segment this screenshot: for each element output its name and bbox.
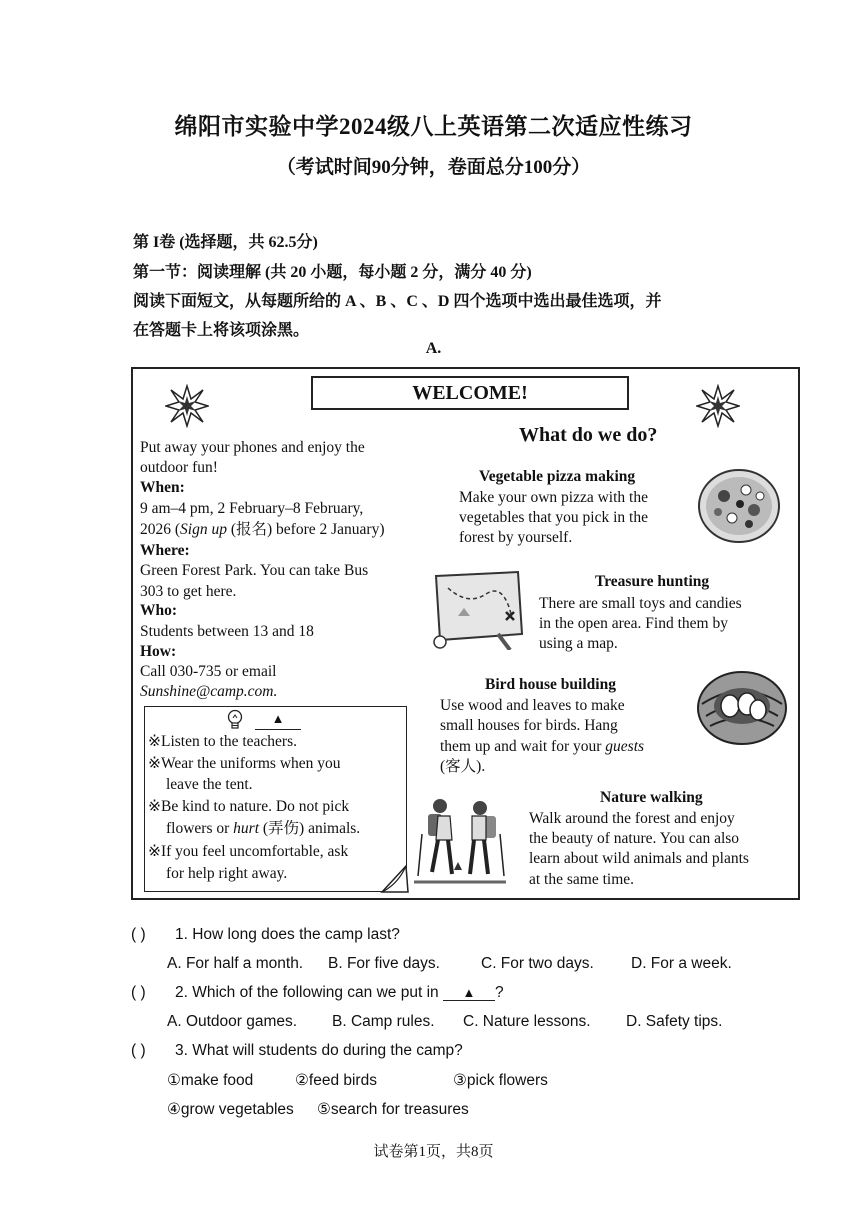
activity-line: vegetables that you pick in the <box>459 509 648 526</box>
rule-text: flowers or <box>166 820 234 837</box>
activity-line: Walk around the forest and enjoy <box>529 810 735 827</box>
rule-line: ※Listen to the teachers. <box>148 733 297 750</box>
when-text: (报名) before 2 January) <box>226 521 385 538</box>
where-line-2: 303 to get here. <box>140 583 237 600</box>
option-b[interactable]: B. For five days. <box>328 955 440 972</box>
who-label: Who: <box>140 602 178 619</box>
choice-item: ②feed birds <box>295 1072 377 1089</box>
hikers-illustration <box>410 794 510 888</box>
activity-line: learn about wild animals and plants <box>529 850 749 867</box>
page-curl-icon <box>380 862 410 894</box>
blank-triangle: ▲ <box>255 709 301 730</box>
option-b[interactable]: B. Camp rules. <box>332 1013 435 1030</box>
activity-title: Bird house building <box>485 676 616 693</box>
note-header <box>226 709 306 731</box>
page-title: 绵阳市实验中学2024级八上英语第二次适应性练习 <box>174 114 693 139</box>
choice-item: ①make food <box>167 1072 254 1089</box>
option-c[interactable]: C. Nature lessons. <box>463 1013 591 1030</box>
lightbulb-icon <box>226 709 244 731</box>
activity-line: (客人). <box>440 758 486 775</box>
question-stem: 3. What will students do during the camp? <box>175 1042 463 1059</box>
when-line-1: 9 am–4 pm, 2 February–8 February, <box>140 500 364 517</box>
activity-line: in the open area. Find them by <box>539 615 728 632</box>
how-line-1: Call 030-735 or email <box>140 663 277 680</box>
activity-line: using a map. <box>539 635 618 652</box>
activity-line: forest by yourself. <box>459 529 573 546</box>
bird-nest-illustration <box>692 658 792 750</box>
activity-line: Make your own pizza with the <box>459 489 648 506</box>
signup-term: Sign up <box>180 521 227 538</box>
hurt-term: hurt <box>233 820 259 837</box>
intro-line-1: Put away your phones and enjoy the <box>140 439 365 456</box>
email-address: Sunshine@camp.com. <box>140 683 278 700</box>
instruction-line-2: 在答题卡上将该项涂黑。 <box>133 322 310 339</box>
section-heading: 第一节：阅读理解 (共 20 小题，每小题 2 分，满分 40 分) <box>133 264 532 281</box>
welcome-banner: WELCOME! <box>311 376 629 410</box>
activities-heading: What do we do? <box>519 424 658 446</box>
option-a[interactable]: A. For half a month. <box>167 955 304 972</box>
page-subtitle: （考试时间90分钟，卷面总分100分） <box>276 157 591 178</box>
where-label: Where: <box>140 542 190 559</box>
when-label: When: <box>140 479 185 496</box>
activity-line: the beauty of nature. You can also <box>529 830 740 847</box>
page-footer: 试卷第1页，共8页 <box>373 1144 494 1160</box>
question-stem: 1. How long does the camp last? <box>175 926 400 943</box>
rule-line: ※Wear the uniforms when you <box>148 755 341 772</box>
rule-line <box>166 818 360 839</box>
instruction-line-1: 阅读下面短文，从每题所给的 A 、B 、C 、D 四个选项中选出最佳选项，并 <box>133 293 662 310</box>
option-a[interactable]: A. Outdoor games. <box>167 1013 298 1030</box>
activity-line: There are small toys and candies <box>539 595 742 612</box>
stem-end: ? <box>494 984 504 1001</box>
activity-text: them up and wait for your <box>440 738 606 755</box>
blank-triangle: ▲ <box>443 985 495 1001</box>
answer-bracket[interactable]: ( ) <box>131 926 146 943</box>
how-line-2 <box>140 682 277 702</box>
activity-title: Nature walking <box>600 789 703 806</box>
option-c[interactable]: C. For two days. <box>481 955 594 972</box>
starburst-icon <box>165 384 209 428</box>
stem-text: 2. Which of the following can we put in <box>175 984 439 1001</box>
activity-line: small houses for birds. Hang <box>440 717 618 734</box>
choice-item: ⑤search for treasures <box>317 1101 469 1118</box>
activity-line <box>440 737 644 757</box>
treasure-map-illustration <box>428 566 530 650</box>
passage-label: A. <box>425 340 442 357</box>
where-line-1: Green Forest Park. You can take Bus <box>140 562 369 579</box>
rule-line: leave the tent. <box>166 776 253 793</box>
rule-text: (弄伤) animals. <box>259 820 361 837</box>
choice-item: ③pick flowers <box>453 1072 548 1089</box>
guests-term: guests <box>605 738 645 755</box>
option-d[interactable]: D. Safety tips. <box>626 1013 723 1030</box>
activity-title: Vegetable pizza making <box>479 468 636 485</box>
rule-line: ※Be kind to nature. Do not pick <box>148 798 350 815</box>
who-line-1: Students between 13 and 18 <box>140 623 314 640</box>
how-label: How: <box>140 643 177 660</box>
rule-line: ※If you feel uncomfortable, ask <box>148 843 349 860</box>
part-heading: 第 I卷 (选择题，共 62.5分) <box>133 234 318 251</box>
answer-bracket[interactable]: ( ) <box>131 1042 146 1059</box>
activity-line: at the same time. <box>529 871 635 888</box>
when-line-2 <box>140 520 385 540</box>
intro-line-2: outdoor fun! <box>140 459 218 476</box>
activity-line: Use wood and leaves to make <box>440 697 625 714</box>
starburst-icon <box>696 384 740 428</box>
when-text: 2026 ( <box>140 521 181 538</box>
question-stem <box>175 984 504 1002</box>
option-d[interactable]: D. For a week. <box>631 955 732 972</box>
activity-title: Treasure hunting <box>595 573 710 590</box>
rule-line: for help right away. <box>166 865 288 882</box>
choice-item: ④grow vegetables <box>167 1101 294 1118</box>
pizza-illustration <box>694 460 784 548</box>
answer-bracket[interactable]: ( ) <box>131 984 146 1001</box>
